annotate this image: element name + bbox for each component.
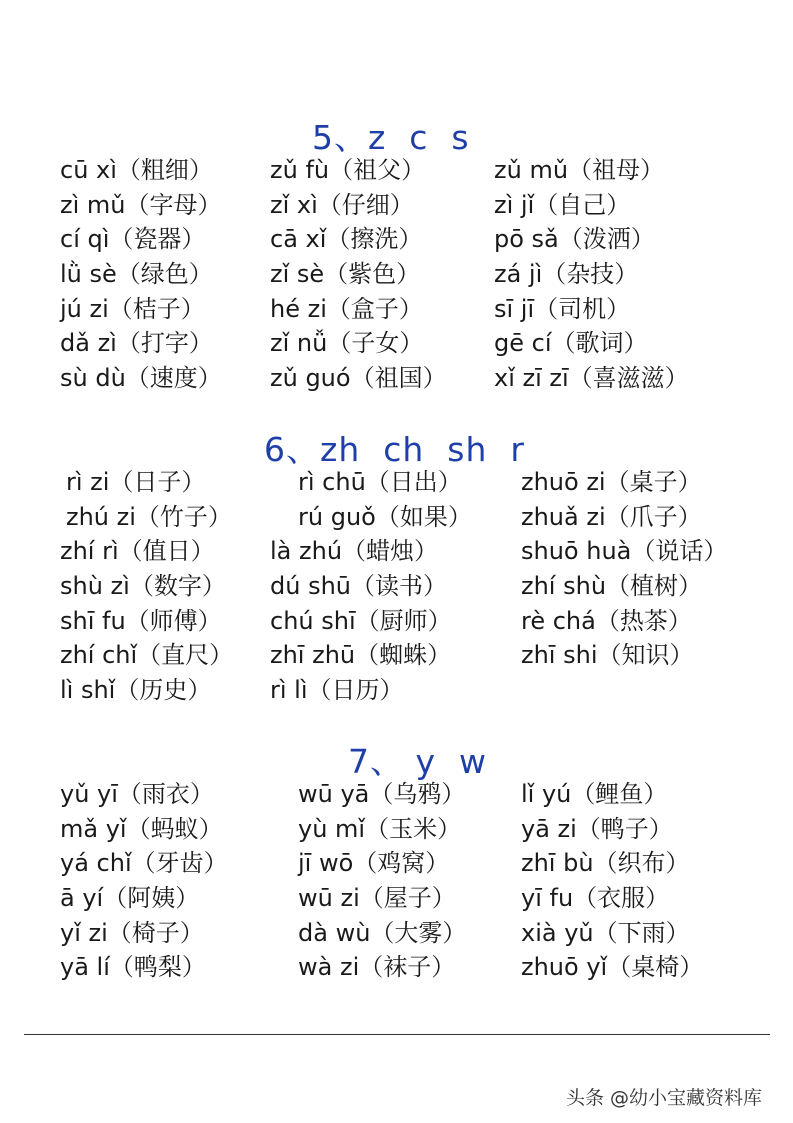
word-entry: dà wù（大雾）: [298, 919, 467, 947]
word-entry: lì shǐ（历史）: [60, 676, 212, 704]
word-entry: dú shū（读书）: [270, 572, 447, 600]
word-entry: là zhú（蜡烛）: [270, 537, 439, 565]
word-entry: zǐ xì（仔细）: [270, 191, 414, 219]
word-entry: zá jì（杂技）: [494, 260, 639, 288]
word-entry: sī jī（司机）: [494, 295, 631, 323]
footer-divider: [24, 1034, 770, 1035]
word-entry: lǜ sè（绿色）: [60, 260, 213, 288]
word-entry: zhī zhū（蜘蛛）: [270, 641, 452, 669]
word-entry: cí qì（瓷器）: [60, 225, 206, 253]
word-entry: yā lí（鸭梨）: [60, 953, 206, 981]
word-entry: zhí shù（植树）: [521, 572, 703, 600]
word-entry: zǐ sè（紫色）: [270, 260, 421, 288]
word-entry: wū yā（乌鸦）: [298, 780, 466, 808]
word-entry: yā zi（鸭子）: [521, 815, 673, 843]
word-entry: wū zi（屋子）: [298, 884, 456, 912]
word-entry: zǐ nǚ（子女）: [270, 329, 424, 357]
word-entry: zǔ fù（祖父）: [270, 156, 426, 184]
section-heading: 6、zh ch sh r: [264, 430, 525, 469]
word-entry: zhī shi（知识）: [521, 641, 694, 669]
word-entry: xǐ zī zī（喜滋滋）: [494, 364, 689, 392]
word-entry: zì jǐ（自己）: [494, 191, 631, 219]
word-entry: zǔ mǔ（祖母）: [494, 156, 665, 184]
word-entry: dǎ zì（打字）: [60, 329, 213, 357]
word-entry: zǔ guó（祖国）: [270, 364, 447, 392]
word-entry: ā yí（阿姨）: [60, 884, 200, 912]
watermark: 头条 @幼小宝藏资料库: [566, 1087, 763, 1109]
word-entry: zì mǔ（字母）: [60, 191, 222, 219]
word-entry: shuō huà（说话）: [521, 537, 728, 565]
word-entry: zhí chǐ（直尺）: [60, 641, 234, 669]
word-entry: yá chǐ（牙齿）: [60, 849, 228, 877]
word-entry: yù mǐ（玉米）: [298, 815, 462, 843]
word-entry: lǐ yú（鲤鱼）: [521, 780, 668, 808]
word-entry: rì chū（日出）: [298, 468, 462, 496]
word-entry: zhuǎ zi（爪子）: [521, 503, 702, 531]
word-entry: jī wō（鸡窝）: [298, 849, 450, 877]
word-entry: jú zi（桔子）: [60, 295, 205, 323]
word-entry: yī fu（衣服）: [521, 884, 670, 912]
word-entry: zhú zi（竹子）: [66, 503, 232, 531]
word-entry: rè chá（热茶）: [521, 607, 692, 635]
section-heading: 5、z c s: [312, 118, 470, 157]
word-entry: chú shī（厨师）: [270, 607, 452, 635]
word-entry: shù zì（数字）: [60, 572, 226, 600]
word-entry: cū xì（粗细）: [60, 156, 213, 184]
word-entry: mǎ yǐ（蚂蚁）: [60, 815, 223, 843]
section-heading: 7、 y w: [348, 742, 487, 781]
word-entry: rì zi（日子）: [66, 468, 206, 496]
word-entry: xià yǔ（下雨）: [521, 919, 690, 947]
word-entry: pō sǎ（泼洒）: [494, 225, 655, 253]
word-entry: sù dù（速度）: [60, 364, 222, 392]
word-entry: zhuō zi（桌子）: [521, 468, 702, 496]
word-entry: yǔ yī（雨衣）: [60, 780, 214, 808]
word-entry: wà zi（袜子）: [298, 953, 456, 981]
word-entry: shī fu（师傅）: [60, 607, 222, 635]
word-entry: zhuō yǐ（桌椅）: [521, 953, 704, 981]
word-entry: gē cí（歌词）: [494, 329, 648, 357]
word-entry: hé zi（盒子）: [270, 295, 423, 323]
word-entry: zhī bù（织布）: [521, 849, 690, 877]
word-entry: zhí rì（值日）: [60, 537, 215, 565]
word-entry: yǐ zi（椅子）: [60, 919, 204, 947]
word-entry: rì lì（日历）: [270, 676, 404, 704]
word-entry: rú guǒ（如果）: [298, 503, 472, 531]
word-entry: cā xǐ（擦洗）: [270, 225, 423, 253]
